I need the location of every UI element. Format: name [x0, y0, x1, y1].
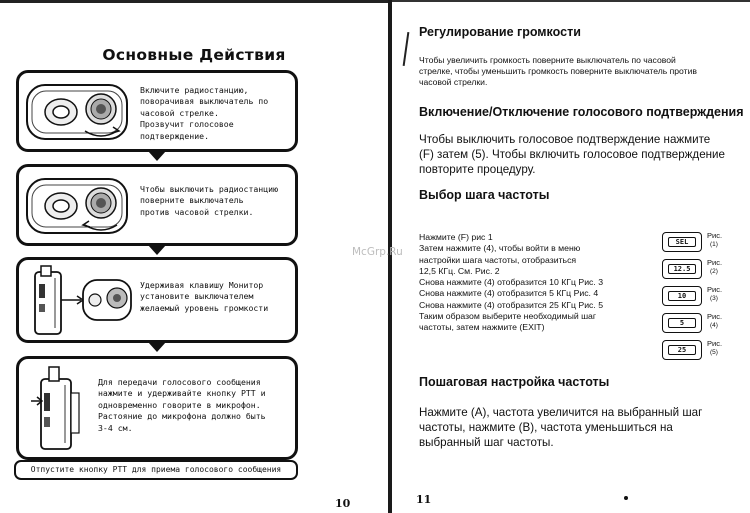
figure-number: (3) — [710, 295, 718, 302]
lcd-icon — [662, 232, 702, 252]
lcd-readout: 25 — [668, 345, 696, 355]
down-arrow-icon — [148, 245, 166, 255]
section-text-tuning: Нажмите (А), частота увеличится на выбранный шаг частоты, нажмите (В), частота уменьшиться на выбранный шаг частоты. — [419, 406, 703, 449]
final-note-box: Отпустите кнопку PTT для приема голосового сообщения — [14, 460, 298, 480]
radio-side-monitor-illustration — [25, 262, 137, 340]
step-box-volume — [16, 257, 298, 343]
right-page — [392, 0, 750, 513]
pencil-mark — [403, 32, 410, 66]
figure-number: (5) — [710, 349, 718, 356]
step-box-transmit — [16, 356, 298, 460]
page-top-rule — [0, 0, 388, 3]
figure-display-4 — [662, 313, 740, 335]
lcd-readout: 10 — [668, 291, 696, 301]
page-title: Основные Действия — [102, 46, 286, 64]
lcd-readout: 5 — [668, 318, 696, 328]
dot-mark — [624, 496, 628, 500]
section-heading-volume: Регулирование громкости — [419, 25, 581, 39]
step-text: Удерживая клавишу Монитор установите выключателем желаемый уровень громкости — [140, 280, 269, 313]
step-text: Включите радиостанцию, поворачивая выключатель по часовой стрелке. Прозвучит голосовое подтверждение. — [140, 85, 269, 141]
lcd-icon — [662, 340, 702, 360]
section-heading-step: Выбор шага частоты — [419, 188, 550, 202]
radio-top-knobs-illustration — [23, 77, 135, 147]
watermark: McGrp.Ru — [352, 246, 403, 258]
step-text: Для передачи голосового сообщения нажмите и удерживайте кнопку PTT и одновременно говорите в микрофон. Растояние до микрофона должно быть 3-4 см. — [98, 377, 266, 433]
figure-label: Рис. — [707, 312, 723, 321]
figure-label: Рис. — [707, 339, 723, 348]
lcd-icon — [662, 313, 702, 333]
figure-display-5 — [662, 340, 740, 362]
step-box-power-on — [16, 70, 298, 152]
section-heading-tuning: Пошаговая настройка частоты — [419, 375, 610, 389]
page-number: 10 — [335, 497, 351, 510]
figure-label: Рис. — [707, 231, 723, 240]
figure-display-1 — [662, 232, 740, 254]
section-heading-voice: Включение/Отключение голосового подтверждения — [419, 105, 744, 119]
figure-number: (1) — [710, 241, 718, 248]
lcd-icon — [662, 286, 702, 306]
down-arrow-icon — [148, 151, 166, 161]
figure-label: Рис. — [707, 258, 723, 267]
page-number: 11 — [416, 493, 432, 506]
lcd-readout: SEL — [668, 237, 696, 247]
step-text: Чтобы выключить радиостанцию поверните выключатель против часовой стрелки. — [140, 184, 279, 217]
section-text-volume: Чтобы увеличить громкость поверните выключатель по часовой стрелке, чтобы уменьшить громкость поверните выключатель против часовой стрелки. — [419, 55, 697, 87]
radio-top-knobs-illustration — [23, 171, 135, 241]
page-top-rule — [392, 0, 750, 2]
figure-number: (4) — [710, 322, 718, 329]
figure-label: Рис. — [707, 285, 723, 294]
step-box-power-off — [16, 164, 298, 246]
radio-side-ptt-illustration — [27, 363, 93, 455]
figure-display-2 — [662, 259, 740, 281]
figure-number: (2) — [710, 268, 718, 275]
figure-display-3 — [662, 286, 740, 308]
section-text-step: Нажмите (F) рис 1 Затем нажмите (4), чтобы войти в меню настройки шага частоты, отобразиться 12,5 КГц. См. Рис. 2 Снова нажмите (4) отобразится 10 КГц Рис. 3 Снова нажмите (4) отобразится 5 КГц Рис. 4 Снова нажмите (4) отобразится 25 КГц Рис. 5 Таким образом выберите необходимый шаг частоты, затем нажмите (EXIT) — [419, 232, 604, 333]
down-arrow-icon — [148, 342, 166, 352]
lcd-icon — [662, 259, 702, 279]
lcd-readout: 12.5 — [668, 264, 696, 274]
section-text-voice: Чтобы выключить голосовое подтверждение нажмите (F) затем (5). Чтобы включить голосовое подтверждение повторите процедуру. — [419, 133, 725, 176]
